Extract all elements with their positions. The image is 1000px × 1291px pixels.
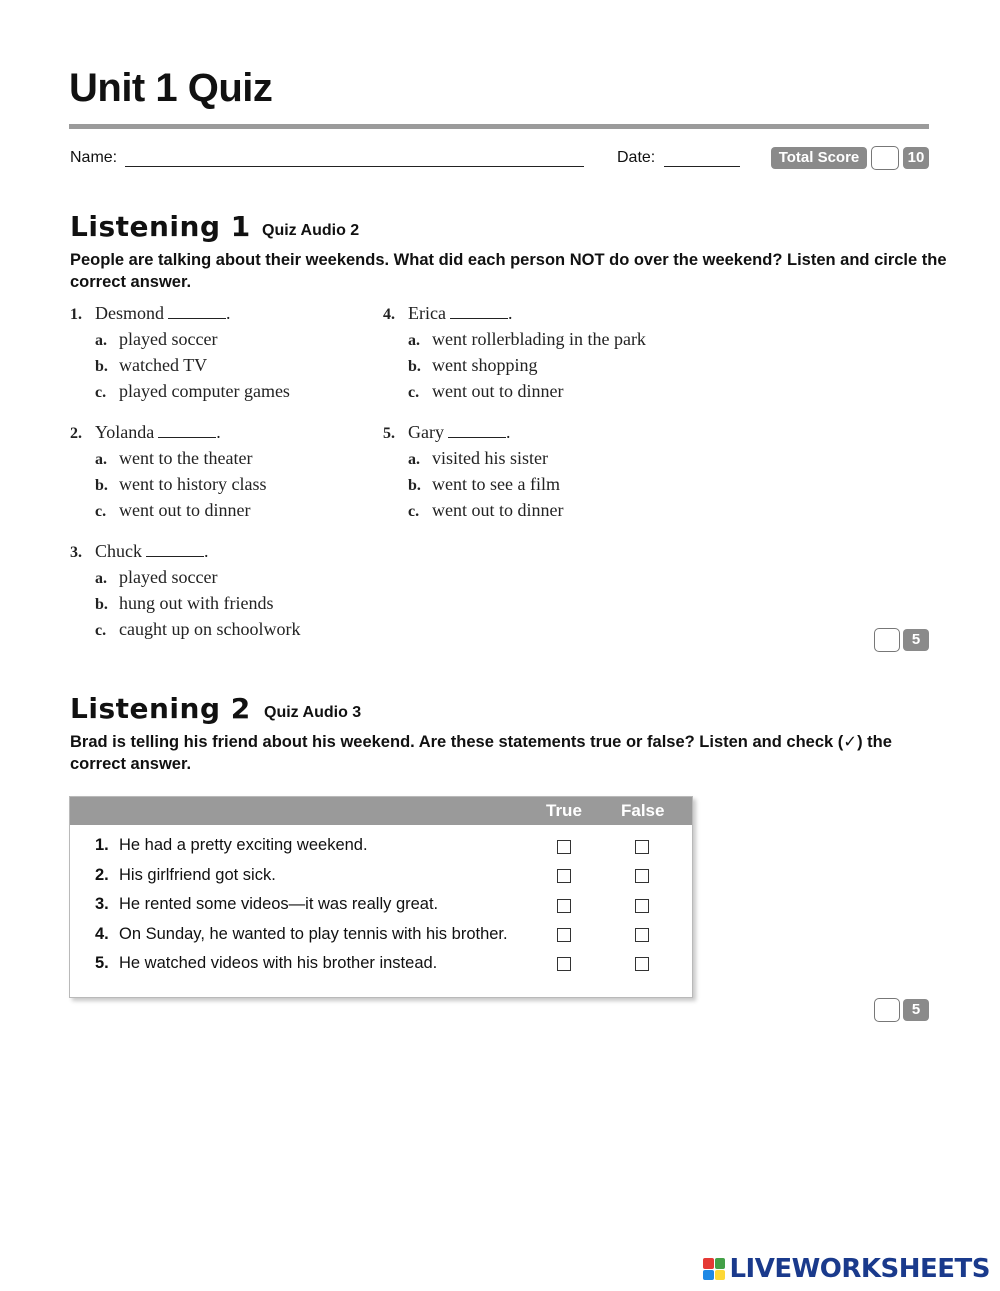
row-text: He rented some videos—it was really great.	[119, 895, 439, 913]
date-field[interactable]	[664, 166, 740, 167]
false-checkbox[interactable]	[635, 957, 649, 971]
question-end: .	[226, 303, 231, 323]
option[interactable]	[95, 474, 266, 495]
logo-cube	[715, 1258, 726, 1269]
listening1-score-max: 5	[903, 629, 929, 651]
false-checkbox[interactable]	[635, 869, 649, 883]
option[interactable]	[408, 355, 538, 376]
question-3	[70, 541, 209, 562]
liveworksheets-logo	[703, 1255, 990, 1283]
row-text: He watched videos with his brother instead.	[119, 954, 438, 972]
row-text: On Sunday, he wanted to play tennis with his brother.	[119, 925, 508, 943]
question-text: Gary	[408, 422, 444, 442]
true-checkbox[interactable]	[557, 957, 571, 971]
option-letter: c.	[95, 622, 107, 639]
question-end: .	[204, 541, 209, 561]
table-row	[95, 925, 508, 944]
listening2-heading: Listening 2	[70, 692, 251, 725]
option-letter: c.	[95, 503, 107, 520]
option-text: visited his sister	[432, 448, 548, 468]
total-score-max: 10	[903, 147, 929, 169]
question-5	[383, 422, 510, 443]
option-text: hung out with friends	[119, 593, 274, 613]
option-text: played computer games	[119, 381, 290, 401]
option-text: went out to dinner	[432, 500, 564, 520]
row-number: 4.	[95, 925, 109, 943]
answer-blank	[448, 423, 506, 438]
option-letter: a.	[95, 570, 107, 587]
option-letter: b.	[95, 596, 108, 613]
option[interactable]	[408, 448, 548, 469]
listening2-score-max: 5	[903, 999, 929, 1021]
question-text: Chuck	[95, 541, 142, 561]
true-checkbox[interactable]	[557, 928, 571, 942]
logo-cube	[703, 1258, 714, 1269]
col-false: False	[621, 801, 665, 820]
option[interactable]	[95, 329, 217, 350]
option[interactable]	[408, 381, 563, 402]
option-letter: a.	[408, 332, 420, 349]
question-text: Desmond	[95, 303, 164, 323]
false-checkbox[interactable]	[635, 840, 649, 854]
true-false-table	[69, 796, 693, 998]
option-text: played soccer	[119, 329, 218, 349]
answer-blank	[158, 423, 216, 438]
option-letter: c.	[95, 384, 107, 401]
option-letter: a.	[95, 332, 107, 349]
logo-text: LIVEWORKSHEETS	[729, 1254, 990, 1284]
listening1-instructions: People are talking about their weekends. What did each person NOT do over the weekend? Listen and circle the correct answer.	[70, 251, 947, 291]
option[interactable]	[95, 593, 274, 614]
option-text: went to see a film	[432, 474, 560, 494]
question-number: 3.	[70, 544, 82, 561]
option-letter: b.	[95, 477, 108, 494]
total-score-input[interactable]	[871, 146, 899, 170]
listening2-instructions: Brad is telling his friend about his weekend. Are these statements true or false? Listen and check (✓) the correct answer.	[70, 733, 892, 773]
option-letter: b.	[408, 358, 421, 375]
option-text: went to history class	[119, 474, 267, 494]
total-score-label: Total Score	[771, 147, 867, 169]
table-row	[95, 954, 437, 973]
row-text: He had a pretty exciting weekend.	[119, 836, 368, 854]
page-title: Unit 1 Quiz	[69, 66, 273, 110]
title-divider	[69, 124, 929, 129]
listening2-score-input[interactable]	[874, 998, 900, 1022]
question-number: 4.	[383, 306, 395, 323]
question-end: .	[507, 303, 513, 323]
row-number: 5.	[95, 954, 109, 972]
true-checkbox[interactable]	[557, 840, 571, 854]
table-row	[95, 866, 276, 885]
answer-blank	[450, 304, 508, 319]
option-text: watched TV	[119, 355, 208, 375]
option[interactable]	[95, 448, 252, 469]
option[interactable]	[95, 619, 300, 640]
table-row	[95, 895, 438, 914]
answer-blank	[168, 304, 226, 319]
question-1	[70, 303, 231, 324]
option[interactable]	[95, 381, 290, 402]
option-letter: c.	[408, 384, 420, 401]
answer-blank	[146, 542, 204, 557]
row-number: 3.	[95, 895, 109, 913]
date-label: Date:	[617, 149, 656, 166]
question-end: .	[505, 422, 511, 442]
question-number: 1.	[70, 306, 82, 323]
false-checkbox[interactable]	[635, 899, 649, 913]
option-text: went out to dinner	[432, 381, 564, 401]
option-text: went to the theater	[119, 448, 253, 468]
option[interactable]	[95, 500, 250, 521]
option-text: went shopping	[432, 355, 538, 375]
option-letter: a.	[95, 451, 107, 468]
question-text: Erica	[408, 303, 446, 323]
true-checkbox[interactable]	[557, 899, 571, 913]
option-letter: a.	[408, 451, 420, 468]
false-checkbox[interactable]	[635, 928, 649, 942]
listening2-audio: Quiz Audio 3	[264, 704, 362, 721]
option-text: went out to dinner	[119, 500, 251, 520]
table-row	[95, 836, 368, 855]
option-text: played soccer	[119, 567, 218, 587]
option-text: went rollerblading in the park	[432, 329, 646, 349]
option[interactable]	[95, 567, 217, 588]
true-checkbox[interactable]	[557, 869, 571, 883]
question-2	[70, 422, 221, 443]
row-text: His girlfriend got sick.	[119, 866, 276, 884]
listening1-score-input[interactable]	[874, 628, 900, 652]
option[interactable]	[408, 500, 563, 521]
table-header	[70, 797, 692, 825]
question-end: .	[216, 422, 221, 442]
name-field[interactable]	[125, 166, 584, 167]
question-number: 2.	[70, 425, 82, 442]
row-number: 2.	[95, 866, 109, 884]
option[interactable]	[408, 474, 560, 495]
listening1-audio: Quiz Audio 2	[262, 222, 360, 239]
col-true: True	[546, 801, 582, 820]
option-text: caught up on schoolwork	[119, 619, 301, 639]
option[interactable]	[95, 355, 207, 376]
option-letter: b.	[408, 477, 421, 494]
name-label: Name:	[70, 149, 118, 166]
logo-cube	[703, 1270, 714, 1281]
listening1-heading: Listening 1	[70, 210, 251, 243]
option[interactable]	[408, 329, 646, 350]
question-text: Yolanda	[95, 422, 155, 442]
question-number: 5.	[383, 425, 395, 442]
logo-cubes-icon	[703, 1258, 725, 1280]
logo-cube	[715, 1270, 726, 1281]
option-letter: c.	[408, 503, 420, 520]
question-4	[383, 303, 512, 324]
row-number: 1.	[95, 836, 109, 854]
option-letter: b.	[95, 358, 108, 375]
